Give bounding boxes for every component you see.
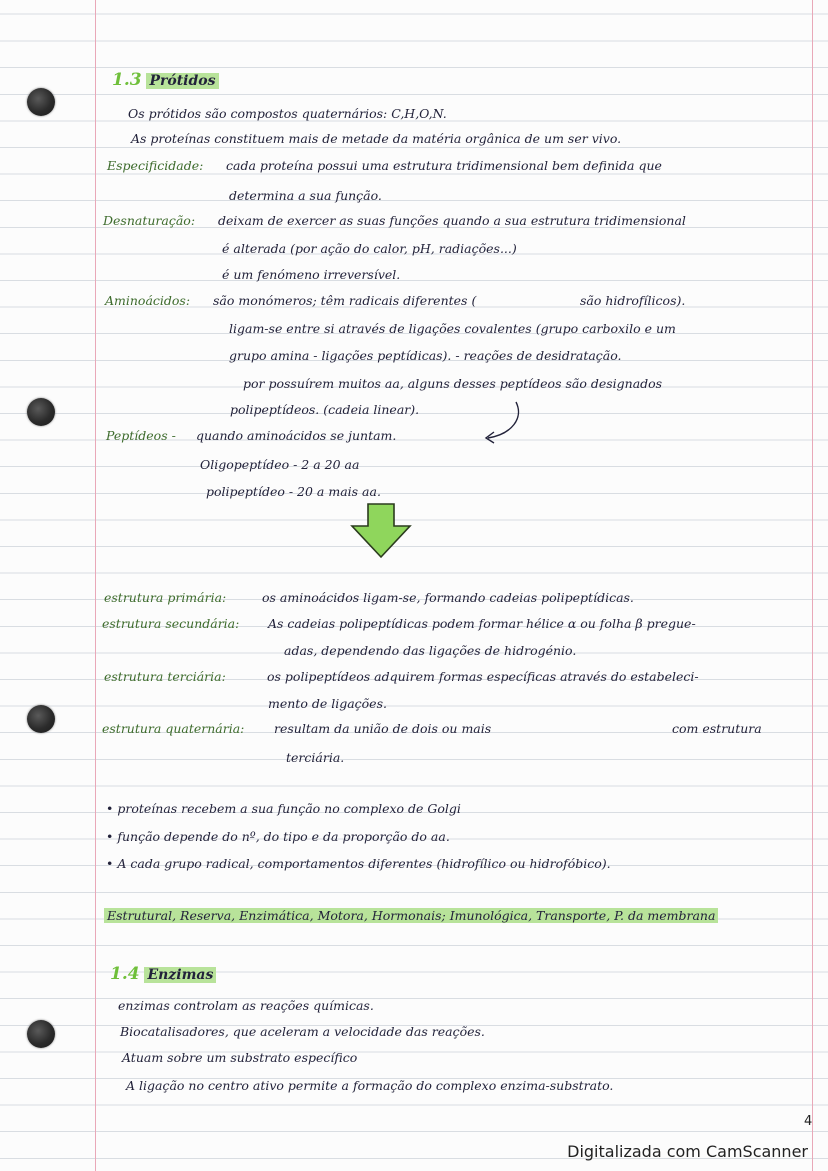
term-aminoacidos: Aminoácidos: — [105, 293, 191, 308]
bullet-item: • proteínas recebem a sua função no complexo de Golgi — [106, 801, 461, 816]
text-line: os polipeptídeos adquirem formas específicas através do estabeleci- — [267, 669, 699, 684]
section-number: 1.4 — [110, 964, 140, 984]
punch-hole — [27, 705, 55, 733]
text-line: mento de ligações. — [268, 696, 387, 711]
term-estrutura-secundaria: estrutura secundária: — [102, 616, 240, 631]
term-estrutura-primaria: estrutura primária: — [104, 590, 227, 605]
term-peptideos: Peptídeos - — [106, 428, 176, 443]
punch-hole — [27, 1020, 55, 1048]
text-line: é um fenómeno irreversível. — [222, 267, 401, 282]
section-number: 1.3 — [112, 70, 142, 90]
text-line: Os prótidos são compostos quaternários: C,H,O,N. — [128, 106, 447, 121]
text-line: polipeptídeos. (cadeia linear). — [230, 402, 420, 417]
scanner-watermark: Digitalizada com CamScanner — [567, 1142, 808, 1161]
text-line: ligam-se entre si através de ligações covalentes (grupo carboxilo e um — [229, 321, 676, 336]
punch-hole — [27, 88, 55, 116]
margin-line-right — [812, 0, 813, 1171]
page-number: 4 — [804, 1114, 813, 1129]
text-line: os aminoácidos ligam-se, formando cadeias polipeptídicas. — [262, 590, 634, 605]
text-line: As cadeias polipeptídicas podem formar hélice α ou folha β pregue- — [268, 616, 696, 631]
bullet-item: • A cada grupo radical, comportamentos diferentes (hidrofílico ou hidrofóbico). — [106, 856, 611, 871]
curved-arrow-icon — [478, 398, 528, 448]
text-line: grupo amina - ligações peptídicas). - reações de desidratação. — [229, 348, 622, 363]
section-heading-enzimas — [110, 966, 216, 983]
text-line: adas, dependendo das ligações de hidrogénio. — [284, 643, 577, 658]
text-line: As proteínas constituem mais de metade da matéria orgânica de um ser vivo. — [131, 131, 622, 146]
text-line: deixam de exercer as suas funções quando a sua estrutura tridimensional — [218, 213, 686, 228]
text-line: é alterada (por ação do calor, pH, radiações...) — [222, 241, 517, 256]
text-line: Biocatalisadores, que aceleram a velocidade das reações. — [120, 1024, 485, 1039]
functions-text: Estrutural, Reserva, Enzimática, Motora, Hormonais; Imunológica, Transporte, P. da membrana — [104, 908, 718, 923]
text-line: são monómeros; têm radicais diferentes ( — [213, 293, 477, 308]
section-title: Prótidos — [146, 73, 218, 89]
functions-line — [104, 910, 718, 923]
term-desnaturacao: Desnaturação: — [103, 213, 196, 228]
margin-line-left — [95, 0, 96, 1171]
section-heading-protidos — [112, 72, 219, 89]
text-line: enzimas controlam as reações químicas. — [118, 998, 374, 1013]
text-line: A ligação no centro ativo permite a formação do complexo enzima-substrato. — [126, 1078, 614, 1093]
bullet-text: função depende do nº, do tipo e da proporção do aa. — [117, 829, 450, 844]
text-line: Atuam sobre um substrato específico — [122, 1050, 358, 1065]
text-line: resultam da união de dois ou mais — [274, 721, 492, 736]
bullet-text: A cada grupo radical, comportamentos diferentes (hidrofílico ou hidrofóbico). — [117, 856, 611, 871]
text-line: Oligopeptídeo - 2 a 20 aa — [200, 457, 360, 472]
text-line: por possuírem muitos aa, alguns desses peptídeos são designados — [243, 376, 663, 391]
term-especificidade: Especificidade: — [107, 158, 204, 173]
text-line: cada proteína possui uma estrutura tridimensional bem definida que — [226, 158, 662, 173]
punch-hole — [27, 398, 55, 426]
text-line: são hidrofílicos). — [580, 293, 686, 308]
text-line: quando aminoácidos se juntam. — [196, 428, 397, 443]
text-line: polipeptídeo - 20 a mais aa. — [206, 484, 381, 499]
text-line: determina a sua função. — [229, 188, 382, 203]
section-title: Enzimas — [144, 967, 216, 983]
term-estrutura-terciaria: estrutura terciária: — [104, 669, 226, 684]
term-estrutura-quaternaria: estrutura quaternária: — [102, 721, 245, 736]
bullet-item: • função depende do nº, do tipo e da proporção do aa. — [106, 829, 450, 844]
down-arrow-icon — [348, 502, 414, 560]
text-line: terciária. — [286, 750, 345, 765]
bullet-text: proteínas recebem a sua função no complexo de Golgi — [117, 801, 461, 816]
text-line: com estrutura — [672, 721, 762, 736]
